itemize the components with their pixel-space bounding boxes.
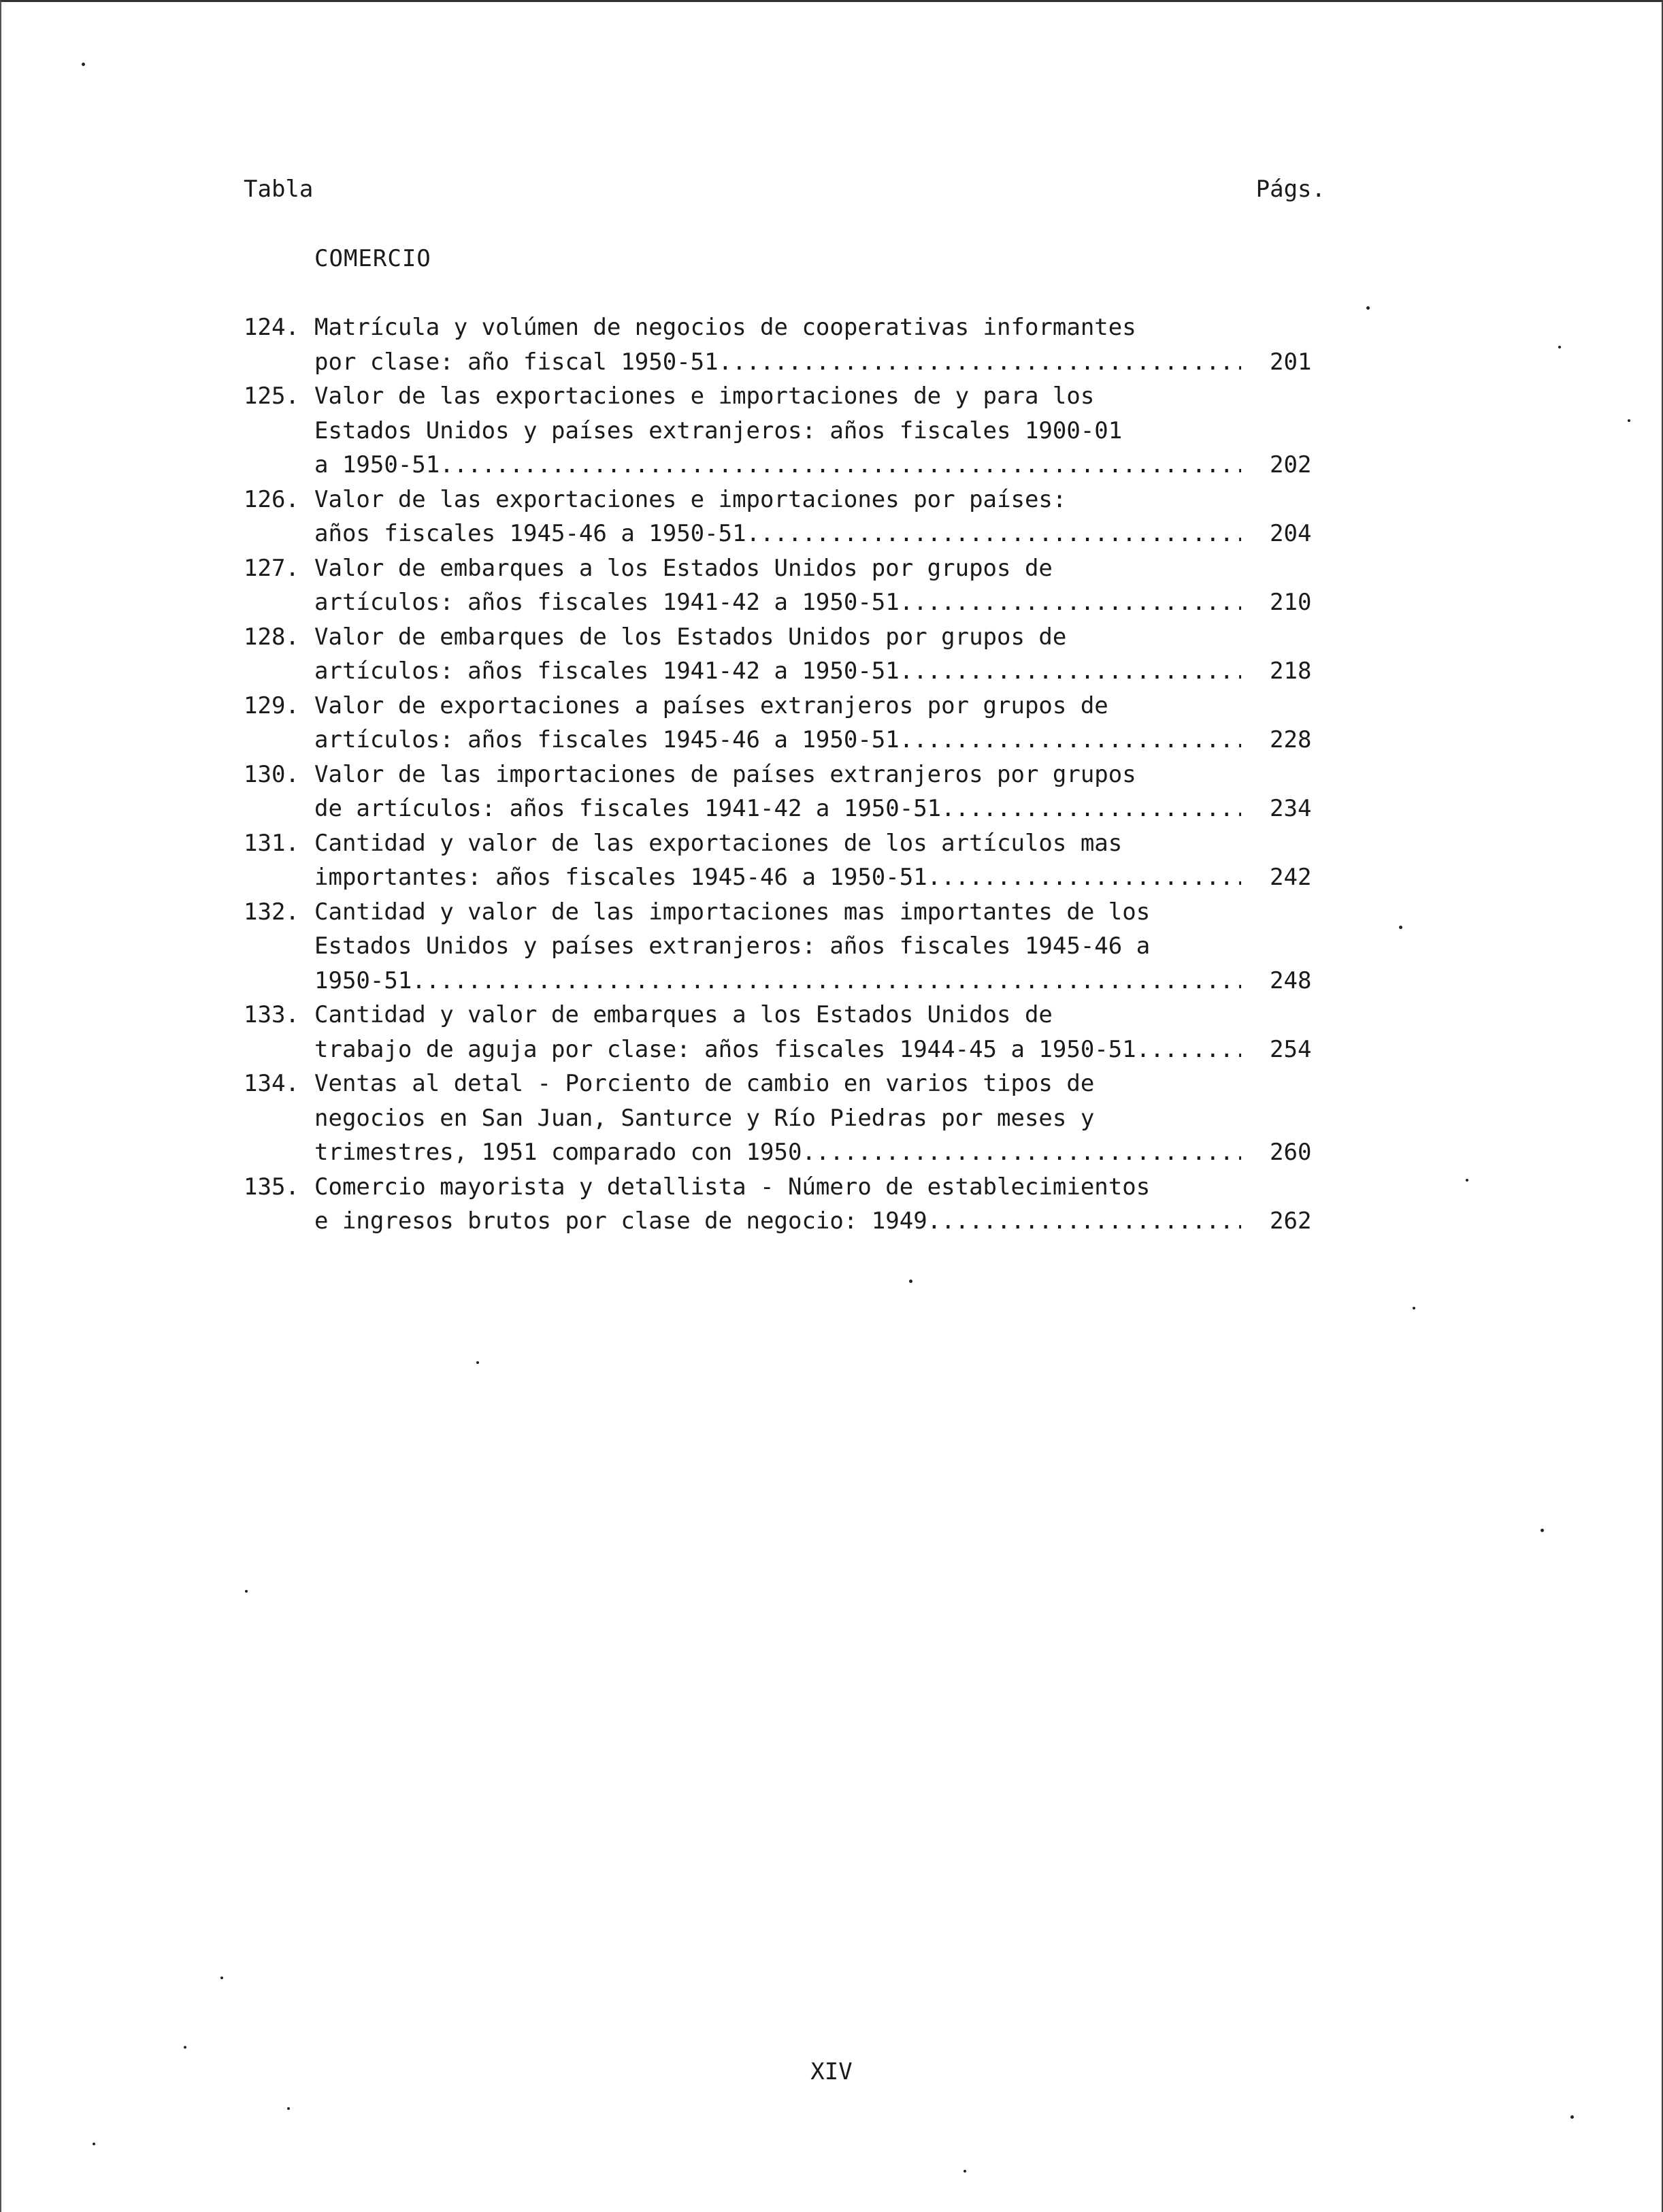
scan-speck <box>909 1280 912 1283</box>
entry-title-text: e ingresos brutos por clase de negocio: 1949 <box>314 1207 927 1235</box>
scan-speck <box>1628 419 1630 422</box>
toc-entry-line <box>0 1204 1663 1239</box>
dot-leader <box>900 723 1241 758</box>
table-number: 125. <box>244 383 299 410</box>
entry-title-text: Ventas al detal - Porciento de cambio en varios tipos de <box>314 1070 1095 1097</box>
scan-speck <box>1570 2115 1574 2119</box>
toc-entry-line <box>0 414 1663 449</box>
toc-entry-line <box>0 1067 1663 1101</box>
scan-speck <box>1541 1529 1544 1532</box>
table-number: 129. <box>244 692 299 719</box>
entry-title-text: Valor de exportaciones a países extranjeros por grupos de <box>314 692 1108 719</box>
entry-title-text: Estados Unidos y países extranjeros: años fiscales 1945-46 a <box>314 932 1151 960</box>
page-reference: 201 <box>1270 348 1312 376</box>
toc-entry-line <box>0 758 1663 792</box>
entry-title-text: Valor de las importaciones de países extranjeros por grupos <box>314 760 1136 788</box>
table-column-label: Tabla <box>244 176 314 203</box>
toc-entry-line <box>0 345 1663 380</box>
toc-entry-line <box>0 551 1663 586</box>
entry-title-text: trimestres, 1951 comparado con 1950 <box>314 1139 802 1166</box>
entry-title-text: trabajo de aguja por clase: años fiscales 1944-45 a 1950-51 <box>314 1035 1136 1063</box>
entry-last-line <box>314 723 1241 758</box>
toc-entry-line <box>0 1032 1663 1067</box>
dot-leader <box>927 1204 1241 1239</box>
toc-entry <box>0 689 1663 758</box>
page-reference: 262 <box>1270 1207 1312 1235</box>
entry-last-line <box>314 654 1241 689</box>
scan-speck <box>82 63 85 66</box>
entry-title-text: por clase: año fiscal 1950-51 <box>314 348 719 376</box>
toc-entry-line <box>0 998 1663 1032</box>
page-reference: 204 <box>1270 520 1312 547</box>
entry-title-text: Comercio mayorista y detallista - Número de establecimientos <box>314 1173 1151 1201</box>
scan-speck <box>1558 346 1561 348</box>
scan-speck <box>184 2046 186 2049</box>
entry-title-text: Valor de las exportaciones e importaciones por países: <box>314 485 1067 513</box>
toc-entry <box>0 758 1663 826</box>
scan-speck <box>93 2143 95 2145</box>
dot-leader <box>941 792 1241 826</box>
table-number: 124. <box>244 314 299 341</box>
dot-leader <box>412 964 1241 998</box>
toc-entry-line <box>0 689 1663 723</box>
table-number: 131. <box>244 829 299 857</box>
toc-entry <box>0 826 1663 895</box>
toc-entry <box>0 483 1663 551</box>
scan-speck <box>964 2170 966 2173</box>
page-reference: 254 <box>1270 1035 1312 1063</box>
toc-entry-line <box>0 792 1663 826</box>
table-number: 127. <box>244 554 299 582</box>
scan-speck <box>1366 306 1370 310</box>
table-number: 133. <box>244 1001 299 1028</box>
entry-title-text: años fiscales 1945-46 a 1950-51 <box>314 520 746 547</box>
page-reference: 228 <box>1270 726 1312 753</box>
toc-entry-line <box>0 310 1663 345</box>
entry-title-text: artículos: años fiscales 1941-42 a 1950-51 <box>314 589 900 616</box>
dot-leader <box>900 585 1241 620</box>
scan-speck <box>1399 926 1402 929</box>
dot-leader <box>900 654 1241 689</box>
scan-speck <box>1466 1179 1468 1182</box>
toc-entry-line <box>0 620 1663 655</box>
entry-title-text: 1950-51 <box>314 966 412 994</box>
toc-entry <box>0 1170 1663 1239</box>
entry-title-text: importantes: años fiscales 1945-46 a 1950-51 <box>314 864 927 891</box>
entry-title-text: Cantidad y valor de las exportaciones de los artículos mas <box>314 829 1123 857</box>
entry-last-line <box>314 860 1241 895</box>
toc-entry-line <box>0 483 1663 517</box>
toc-entry-line <box>0 1170 1663 1205</box>
entry-last-line <box>314 345 1241 380</box>
page-reference: 234 <box>1270 795 1312 822</box>
scan-speck <box>1413 1307 1415 1310</box>
toc-entry-line <box>0 585 1663 620</box>
toc-entry <box>0 1067 1663 1170</box>
entry-title-text: Estados Unidos y países extranjeros: años fiscales 1900-01 <box>314 417 1123 444</box>
entry-title-text: artículos: años fiscales 1941-42 a 1950-51 <box>314 657 900 685</box>
dot-leader <box>1136 1032 1241 1067</box>
section-title: COMERCIO <box>314 245 431 272</box>
toc-entry-line <box>0 1135 1663 1170</box>
scan-speck <box>245 1590 248 1593</box>
table-number: 132. <box>244 898 299 926</box>
entry-last-line <box>314 1135 1241 1170</box>
toc-entry-line <box>0 1101 1663 1136</box>
page-reference: 248 <box>1270 966 1312 994</box>
toc-entry <box>0 998 1663 1067</box>
dot-leader <box>802 1135 1241 1170</box>
toc-entry-line <box>0 964 1663 998</box>
entry-last-line <box>314 448 1241 483</box>
toc-entry <box>0 895 1663 998</box>
page-reference: 202 <box>1270 451 1312 478</box>
entry-title-text: Cantidad y valor de embarques a los Estados Unidos de <box>314 1001 1053 1028</box>
entry-title-text: Valor de embarques de los Estados Unidos por grupos de <box>314 623 1067 651</box>
toc-entry-line <box>0 517 1663 551</box>
scan-speck <box>476 1361 479 1364</box>
entry-last-line <box>314 792 1241 826</box>
toc-entry-line <box>0 448 1663 483</box>
entry-title-text: Matrícula y volúmen de negocios de cooperativas informantes <box>314 314 1136 341</box>
dot-leader <box>746 517 1241 551</box>
scan-speck <box>287 2107 290 2110</box>
dot-leader <box>927 860 1241 895</box>
entry-title-text: de artículos: años fiscales 1941-42 a 1950-51 <box>314 795 942 822</box>
toc-entry-line <box>0 654 1663 689</box>
table-number: 130. <box>244 760 299 788</box>
page-reference: 242 <box>1270 864 1312 891</box>
entry-title-text: negocios en San Juan, Santurce y Río Piedras por meses y <box>314 1104 1095 1132</box>
table-number: 135. <box>244 1173 299 1201</box>
toc-entry-line <box>0 723 1663 758</box>
entry-last-line <box>314 1032 1241 1067</box>
table-number: 134. <box>244 1070 299 1097</box>
toc-entry-line <box>0 860 1663 895</box>
toc-entry-line <box>0 895 1663 930</box>
toc-entry <box>0 379 1663 483</box>
toc-entry <box>0 551 1663 620</box>
entry-title-text: Valor de las exportaciones e importaciones de y para los <box>314 383 1095 410</box>
entry-last-line <box>314 1204 1241 1239</box>
toc-entry-line <box>0 826 1663 861</box>
entry-title-text: Cantidad y valor de las importaciones mas importantes de los <box>314 898 1151 926</box>
table-number: 128. <box>244 623 299 651</box>
page-reference: 210 <box>1270 589 1312 616</box>
toc-entry-line <box>0 929 1663 964</box>
entry-title-text: a 1950-51 <box>314 451 440 478</box>
entry-last-line <box>314 964 1241 998</box>
table-of-contents <box>0 310 1663 1239</box>
toc-entry <box>0 310 1663 379</box>
entry-title-text: Valor de embarques a los Estados Unidos por grupos de <box>314 554 1053 582</box>
dot-leader <box>440 448 1241 483</box>
page-reference: 260 <box>1270 1139 1312 1166</box>
toc-entry <box>0 620 1663 689</box>
toc-entry-line <box>0 379 1663 414</box>
dot-leader <box>719 345 1241 380</box>
page-number: XIV <box>810 2058 853 2085</box>
entry-title-text: artículos: años fiscales 1945-46 a 1950-51 <box>314 726 900 753</box>
scan-speck <box>220 1977 223 1979</box>
entry-last-line <box>314 585 1241 620</box>
table-number: 126. <box>244 485 299 513</box>
entry-last-line <box>314 517 1241 551</box>
pages-column-label: Págs. <box>1255 176 1326 203</box>
page-reference: 218 <box>1270 657 1312 685</box>
